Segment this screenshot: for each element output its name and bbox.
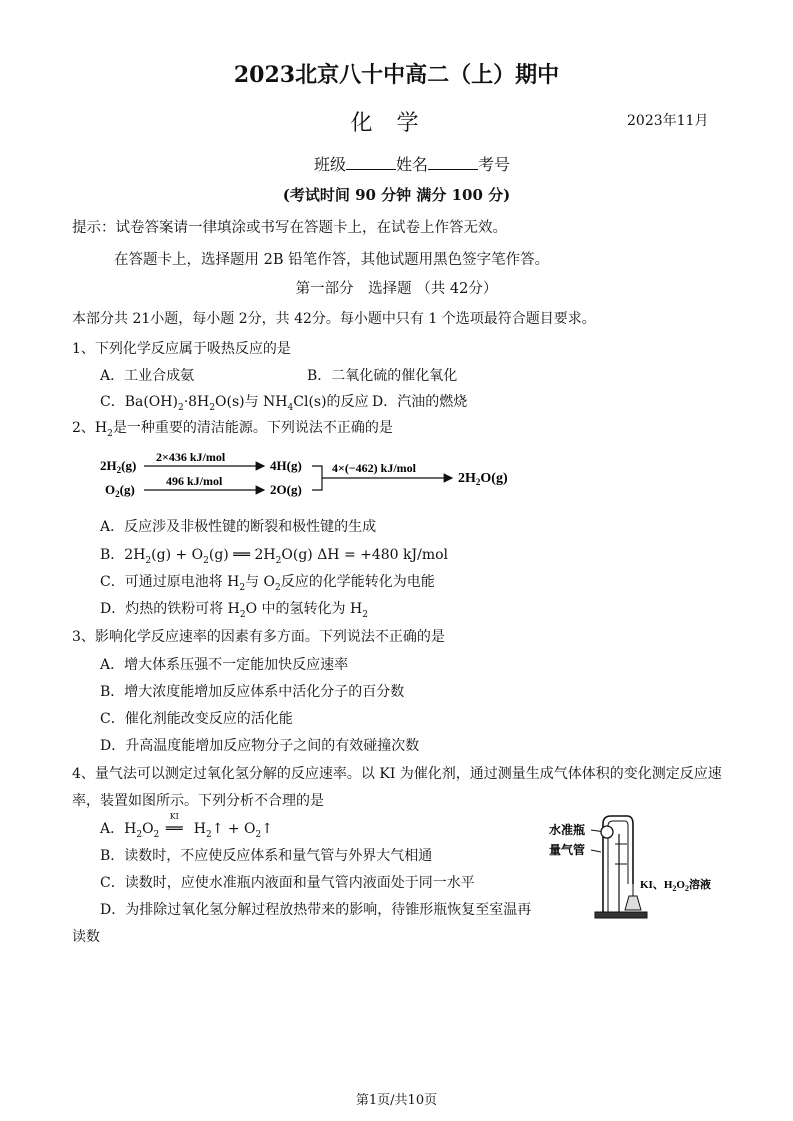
- diagram-bracket: [312, 466, 322, 490]
- q2-energy-diagram: [100, 448, 530, 504]
- q2-stem: 2、$H_2$是一种重要的清洁能源。下列说法不正确的是: [72, 420, 393, 439]
- number-label: 考号: [478, 155, 511, 174]
- page-number: 第1页/共10页: [355, 1093, 438, 1108]
- subject-title: 化学: [350, 111, 443, 136]
- q2-energy-diagram-svg: [100, 448, 530, 504]
- diagram-product: $2H_2O(g)$: [458, 471, 508, 487]
- section-heading: 第一部分 选择题 （共 42分）: [295, 281, 498, 297]
- exam-title: 2023北京八十中高二（上）期中: [233, 62, 560, 88]
- q4-option-c[interactable]: C．读数时，应使水准瓶内液面和量气管内液面处于同一水平: [100, 875, 475, 891]
- q4-option-a[interactable]: A．$H_2O_2$ KI ══ $H_2↑$ + $O_2↑$: [100, 812, 273, 840]
- diagram-energy-formation: 4×(−462) kJ/mol: [332, 461, 417, 475]
- q1-option-a[interactable]: A．工业合成氨: [100, 368, 195, 384]
- q3-option-b[interactable]: B．增大浓度能增加反应体系中活化分子的百分数: [100, 684, 405, 700]
- q3-option-a[interactable]: A．增大体系压强不一定能加快反应速率: [100, 657, 349, 673]
- name-label: 姓名: [396, 155, 429, 174]
- q2-option-b[interactable]: B．$2H_2(g) + O_2(g)$ ══ $2H_2O(g) \Delta H = +480$ kJ/mol: [100, 547, 449, 566]
- apparatus-svg: [545, 814, 745, 924]
- diagram-reactant-o2: $O_2(g)$: [105, 482, 135, 499]
- pointer-line-tube: [591, 850, 601, 852]
- name-blank[interactable]: [428, 155, 478, 170]
- diagram-reactant-h2: $2H_2(g)$: [100, 458, 137, 475]
- q2-option-d[interactable]: D．灼热的铁粉可将 $H_2O$ 中的氢转化为 $H_2$: [100, 601, 368, 620]
- q2-option-c[interactable]: C．可通过原电池将 $H_2$与 $O_2$反应的化学能转化为电能: [100, 574, 435, 593]
- q3-stem: 3、影响化学反应速率的因素有多方面。下列说法不正确的是: [72, 629, 445, 645]
- q4-stem-line-1: 4、量气法可以测定过氧化氢分解的反应速率。以 KI 为催化剂，通过测量生成气体体积的变化测定反应速: [72, 766, 722, 782]
- exam-timing: (考试时间 90 分钟 满分 100 分): [282, 186, 511, 204]
- label-leveling-bottle: 水准瓶: [549, 823, 586, 837]
- student-info-fields: [314, 152, 510, 175]
- q1-option-d[interactable]: D．汽油的燃烧: [372, 394, 468, 410]
- leveling-bottle: [601, 826, 613, 838]
- section-instructions: 本部分共 21小题，每小题 2分，共 42分。每小题中只有 1 个选项最符合题目要求。: [72, 311, 596, 327]
- q4-stem-line-2: 率，装置如图所示。下列分析不合理的是: [72, 793, 324, 809]
- stand-base: [595, 912, 647, 918]
- q4-option-b[interactable]: B．读数时，不应使反应体系和量气管与外界大气相通: [100, 848, 433, 864]
- conical-flask: [625, 896, 641, 910]
- q3-option-d[interactable]: D．升高温度能增加反应物分子之间的有效碰撞次数: [100, 738, 420, 754]
- diagram-atoms-h: 4H(g): [270, 458, 302, 473]
- gas-measuring-apparatus: [545, 814, 745, 924]
- class-blank[interactable]: [346, 155, 396, 170]
- catalyst-equals: KI ══: [165, 812, 183, 837]
- q1-option-b[interactable]: B．二氧化硫的催化氧化: [307, 368, 458, 384]
- class-label: 班级: [314, 155, 347, 174]
- q4-option-d-cont: 读数: [72, 929, 100, 945]
- q1-stem: 1、下列化学反应属于吸热反应的是: [72, 341, 291, 357]
- diagram-atoms-o: 2O(g): [270, 482, 302, 497]
- label-gas-burette: 量气管: [549, 843, 586, 857]
- notice-line-1: 提示：试卷答案请一律填涂或书写在答题卡上，在试卷上作答无效。: [72, 220, 507, 236]
- q1-option-c[interactable]: C．$Ba(OH)_2\cdot 8H_2O(s)$与 $NH_4Cl(s)$的反应: [100, 394, 369, 413]
- q4-option-d[interactable]: D．为排除过氧化氢分解过程放热带来的影响，待锥形瓶恢复至室温再: [100, 902, 532, 918]
- q2-option-a[interactable]: A．反应涉及非极性键的断裂和极性键的生成: [100, 519, 377, 535]
- notice-line-2: 在答题卡上，选择题用 2B 铅笔作答，其他试题用黑色签字笔作答。: [114, 252, 550, 268]
- diagram-energy-o2: 496 kJ/mol: [166, 474, 223, 488]
- diagram-energy-h2: 2×436 kJ/mol: [156, 450, 226, 464]
- q3-option-c[interactable]: C．催化剂能改变反应的活化能: [100, 711, 293, 727]
- label-solution: KI、$H_2O_2$溶液: [640, 879, 711, 893]
- exam-date: 2023年11月: [627, 113, 709, 129]
